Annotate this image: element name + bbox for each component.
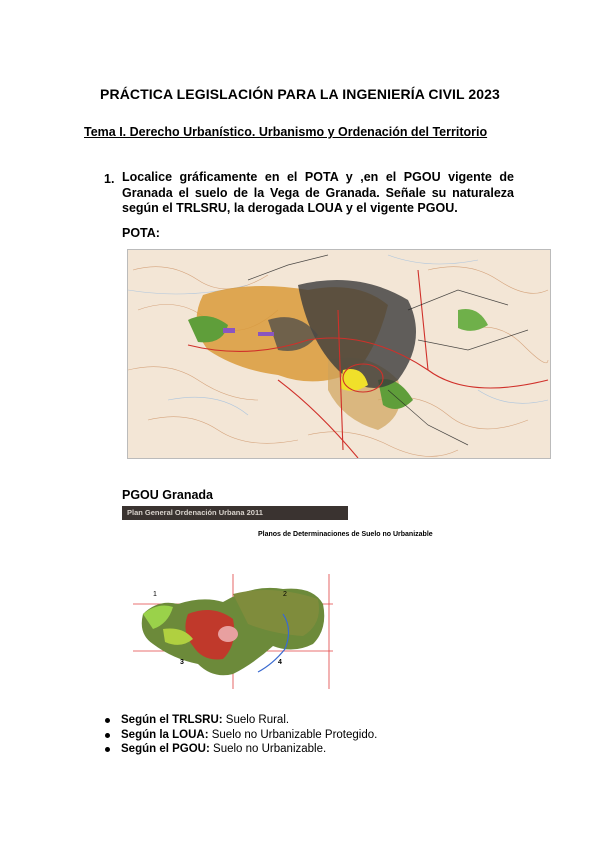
pgou-label: PGOU Granada <box>122 488 213 502</box>
pgou-map-image <box>133 574 333 689</box>
pgou-map-drawing <box>133 574 333 689</box>
answer-label: Según la LOUA: <box>121 728 209 741</box>
sheet-label-4: 4 <box>278 659 282 666</box>
document-title: PRÁCTICA LEGISLACIÓN PARA LA INGENIERÍA CIVIL 2023 <box>100 86 500 102</box>
question-number: 1. <box>104 172 115 186</box>
answer-label: Según el TRLSRU: <box>121 714 223 726</box>
pota-map-image <box>127 249 551 459</box>
question-text: Localice gráficamente en el POTA y ,en el PGOU vigente de Granada el suelo de la Vega de Granada. Señale su naturaleza según el TRLSRU, la derogada LOUA y el vigente PGOU. <box>122 170 514 215</box>
section-heading: Tema I. Derecho Urbanístico. Urbanismo y Ordenación del Territorio <box>84 125 488 139</box>
pgou-subtitle: Planos de Determinaciones de Suelo no Urbanizable <box>258 531 433 538</box>
sheet-label-2: 2 <box>283 591 287 598</box>
pota-label: POTA: <box>122 226 160 240</box>
answer-value: Suelo no Urbanizable. <box>213 743 327 755</box>
pgou-banner: Plan General Ordenación Urbana 2011 <box>122 506 348 520</box>
answer-value: Suelo Rural. <box>225 714 290 726</box>
answer-label: Según el PGOU: <box>121 743 210 755</box>
list-item <box>104 728 377 743</box>
sheet-label-3: 3 <box>180 659 184 666</box>
sheet-label-1: 1 <box>153 591 157 598</box>
answers-list <box>104 713 377 757</box>
answer-value: Suelo no Urbanizable Protegido. <box>211 728 378 741</box>
pota-map-drawing <box>128 250 550 458</box>
list-item <box>104 713 377 728</box>
list-item <box>104 742 377 757</box>
